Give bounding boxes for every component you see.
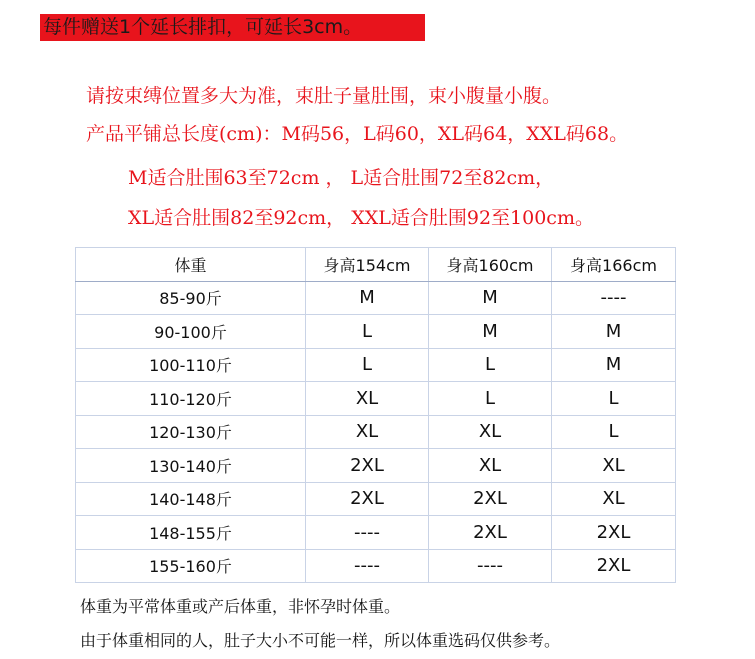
size-cell: XL [552, 449, 676, 483]
size-cell: M [552, 315, 676, 349]
length-note: 产品平铺总长度(cm)：M码56，L码60，XL码64，XXL码68。 [86, 123, 629, 145]
size-cell: L [552, 382, 676, 416]
header-weight: 体重 [76, 248, 306, 282]
table-row [76, 516, 676, 550]
header-height-154: 身高154cm [306, 248, 429, 282]
size-cell: L [306, 348, 429, 382]
table-row [76, 482, 676, 516]
promo-banner: 每件赠送1个延长排扣，可延长3cm。 [40, 14, 425, 41]
size-cell: ---- [552, 281, 676, 315]
size-cell: XL [552, 482, 676, 516]
size-cell: L [429, 348, 552, 382]
weight-cell: 140-148斤 [76, 482, 306, 516]
size-cell: L [552, 415, 676, 449]
table-row [76, 382, 676, 416]
header-height-160: 身高160cm [429, 248, 552, 282]
size-cell: XL [306, 415, 429, 449]
size-cell: 2XL [306, 482, 429, 516]
weight-cell: 130-140斤 [76, 449, 306, 483]
size-reference-disclaimer: 由于体重相同的人，肚子大小不可能一样，所以体重选码仅供参考。 [80, 631, 561, 650]
size-cell: 2XL [552, 516, 676, 550]
size-cell: M [306, 281, 429, 315]
table-row [76, 348, 676, 382]
size-cell: ---- [306, 516, 429, 550]
measurement-note: 请按束缚位置多大为准，束肚子量肚围，束小腹量小腹。 [86, 85, 562, 107]
table-row [76, 449, 676, 483]
size-cell: 2XL [429, 516, 552, 550]
size-cell: ---- [429, 549, 552, 583]
table-row [76, 415, 676, 449]
size-cell: ---- [306, 549, 429, 583]
header-height-166: 身高166cm [552, 248, 676, 282]
table-row [76, 281, 676, 315]
size-cell: XL [429, 415, 552, 449]
weight-cell: 148-155斤 [76, 516, 306, 550]
size-cell: L [306, 315, 429, 349]
size-cell: L [429, 382, 552, 416]
size-cell: 2XL [306, 449, 429, 483]
size-cell: 2XL [552, 549, 676, 583]
size-cell: XL [306, 382, 429, 416]
weight-cell: 85-90斤 [76, 281, 306, 315]
size-chart-table [75, 247, 676, 583]
size-cell: XL [429, 449, 552, 483]
table-header-row [76, 248, 676, 282]
weight-cell: 155-160斤 [76, 549, 306, 583]
weight-cell: 120-130斤 [76, 415, 306, 449]
size-cell: 2XL [429, 482, 552, 516]
weight-definition-note: 体重为平常体重或产后体重，非怀孕时体重。 [80, 597, 401, 616]
waist-range-note-m-l: M适合肚围63至72cm ， L适合肚围72至82cm， [128, 167, 555, 189]
table-row [76, 315, 676, 349]
table-row [76, 549, 676, 583]
weight-cell: 100-110斤 [76, 348, 306, 382]
waist-range-note-xl-xxl: XL适合肚围82至92cm， XXL适合肚围92至100cm。 [128, 207, 594, 229]
weight-cell: 110-120斤 [76, 382, 306, 416]
size-cell: M [552, 348, 676, 382]
size-cell: M [429, 281, 552, 315]
size-cell: M [429, 315, 552, 349]
weight-cell: 90-100斤 [76, 315, 306, 349]
